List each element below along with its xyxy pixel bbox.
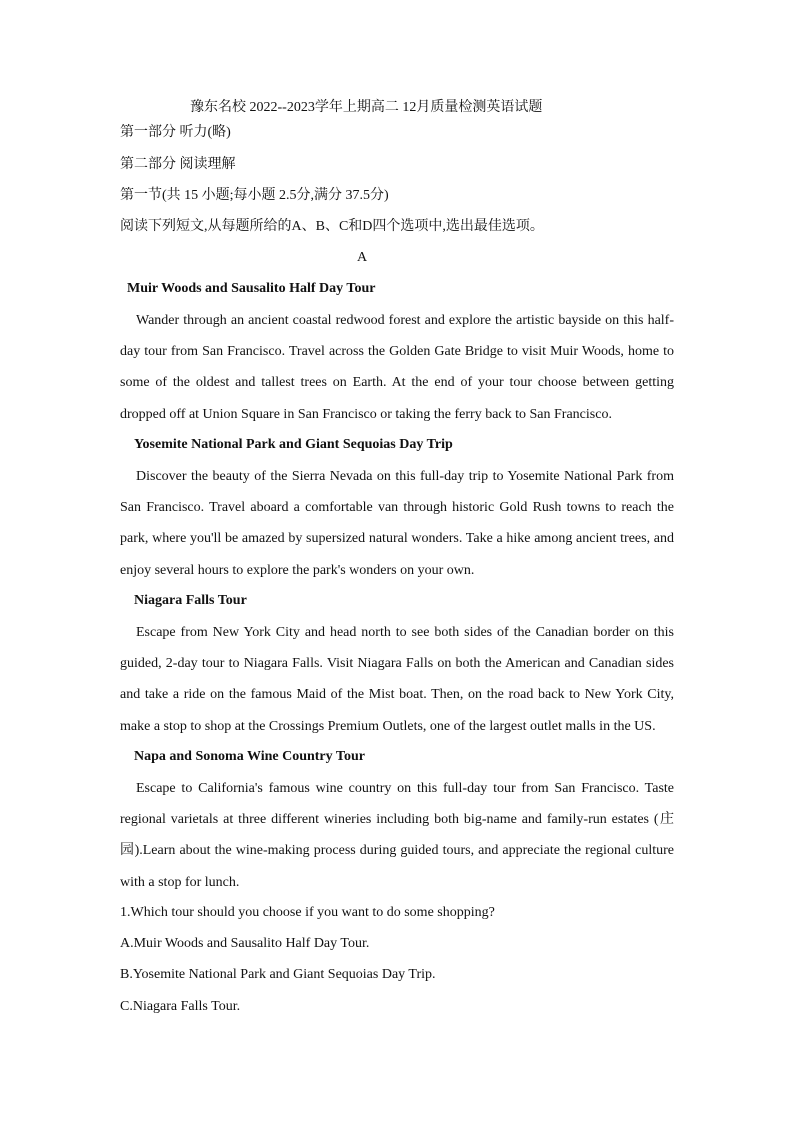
tour-body-muir-woods: Wander through an ancient coastal redwood forest and explore the artistic bayside on this half-day tour from San Francisco. Travel across the Golden Gate Bridge to visit Muir Woods, home to some of the oldest and tallest trees on Earth. At the end of your tour choose between getting dropped off at Union Square in San Francisco or taking the ferry back to San Francisco. <box>120 313 674 422</box>
instruction-text: 阅读下列短文,从每题所给的A、B、C和D四个选项中,选出最佳选项。 <box>120 219 544 234</box>
tour-body-yosemite: Discover the beauty of the Sierra Nevada on this full-day trip to Yosemite National Park from San Francisco. Travel aboard a comfortable van through historic Gold Rush towns to reach the park, where you'll be amazed by supersized natural wonders. Take a hike among ancient trees, and enjoy several hours to explore the park's wonders on your own. <box>120 469 674 578</box>
passage-label: A <box>357 250 368 265</box>
part-one-heading: 第一部分 听力(略) <box>120 125 231 140</box>
question-1-option-c: C.Niagara Falls Tour. <box>120 999 241 1014</box>
exam-title: 豫东名校 2022--2023学年上期高二 12月质量检测英语试题 <box>190 100 543 115</box>
tour-body-niagara: Escape from New York City and head north to see both sides of the Canadian border on this guided, 2-day tour to Niagara Falls. Visit Niagara Falls on both the American and Canadian sides and take a ride on the famous Maid of the Mist boat. Then, on the road back to New York City, make a stop to shop at the Crossings Premium Outlets, one of the largest outlet malls in the US. <box>120 625 674 734</box>
question-1-option-b: B.Yosemite National Park and Giant Sequoias Day Trip. <box>120 967 436 982</box>
tour-title-yosemite: Yosemite National Park and Giant Sequoias Day Trip <box>134 437 453 452</box>
question-1-option-a: A.Muir Woods and Sausalito Half Day Tour. <box>120 936 370 951</box>
tour-title-niagara: Niagara Falls Tour <box>134 593 247 608</box>
part-two-heading: 第二部分 阅读理解 <box>120 157 236 172</box>
tour-title-muir-woods: Muir Woods and Sausalito Half Day Tour <box>127 281 376 296</box>
question-1-stem: 1.Which tour should you choose if you want to do some shopping? <box>120 905 495 920</box>
tour-body-napa-sonoma: Escape to California's famous wine country on this full-day tour from San Francisco. Taste regional varietals at three different wineries including both big-name and family-run estates (庄园).Learn about the wine-making process during guided tours, and appreciate the regional culture with a stop for lunch. <box>120 781 674 890</box>
section-one-heading: 第一节(共 15 小题;每小题 2.5分,满分 37.5分) <box>120 188 389 203</box>
tour-title-napa-sonoma: Napa and Sonoma Wine Country Tour <box>134 749 365 764</box>
